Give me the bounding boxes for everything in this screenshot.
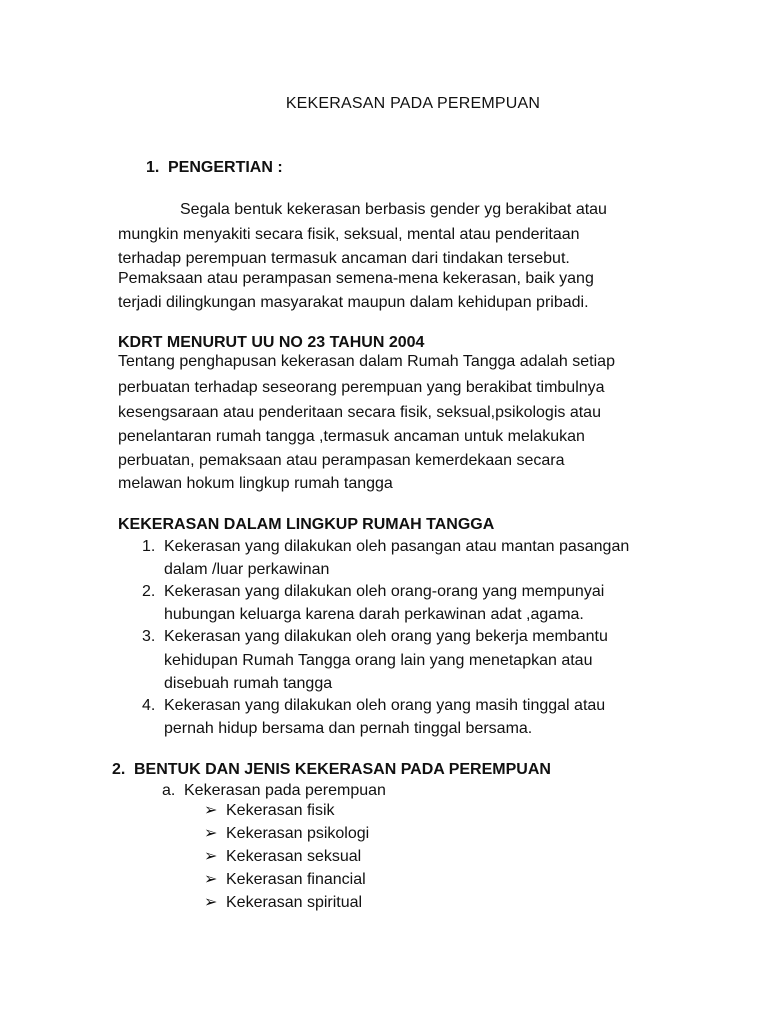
section2-heading <box>112 760 551 780</box>
list-item-number: 1. <box>142 538 156 555</box>
arrow-bullet-icon: ➢ <box>204 825 218 842</box>
section2-title: BENTUK DAN JENIS KEKERASAN PADA PEREMPUAN <box>134 761 551 778</box>
list-item <box>204 893 362 913</box>
list-item-text: Kekerasan yang dilakukan oleh orang yang bekerja membantu <box>164 628 608 645</box>
list-item-text: Kekerasan yang dilakukan oleh pasangan atau mantan pasangan <box>164 538 630 555</box>
bullet-text: Kekerasan fisik <box>226 802 335 819</box>
lingkup-heading: KEKERASAN DALAM LINGKUP RUMAH TANGGA <box>118 516 495 533</box>
list-item <box>142 627 608 647</box>
kdrt-line-6: melawan hokum lingkup rumah tangga <box>118 475 393 492</box>
arrow-bullet-icon: ➢ <box>204 802 218 819</box>
arrow-bullet-icon: ➢ <box>204 871 218 888</box>
pengertian-line-1: Segala bentuk kekerasan berbasis gender yg berakibat atau <box>180 201 607 218</box>
pengertian-line-3: terhadap perempuan termasuk ancaman dari tindakan tersebut. <box>118 250 570 267</box>
list-item-text: disebuah rumah tangga <box>164 675 333 692</box>
kdrt-line-1: Tentang penghapusan kekerasan dalam Rumah Tangga adalah setiap <box>118 353 615 370</box>
kdrt-heading: KDRT MENURUT UU NO 23 TAHUN 2004 <box>118 334 425 351</box>
pengertian-line-2: mungkin menyakiti secara fisik, seksual, mental atau penderitaan <box>118 226 580 243</box>
list-item-number: 3. <box>142 628 156 645</box>
list-item <box>142 582 604 602</box>
section2-number: 2. <box>112 761 126 778</box>
subsection-a-letter: a. <box>162 782 176 799</box>
section1-heading <box>146 158 283 178</box>
bullet-text: Kekerasan seksual <box>226 848 362 865</box>
list-item <box>204 870 366 890</box>
list-item-number: 4. <box>142 697 156 714</box>
list-item-text: Kekerasan yang dilakukan oleh orang-orang yang mempunyai <box>164 583 605 600</box>
kdrt-line-2: perbuatan terhadap seseorang perempuan yang berakibat timbulnya <box>118 379 605 396</box>
subsection-a-label: Kekerasan pada perempuan <box>184 782 386 799</box>
list-item <box>204 847 361 867</box>
arrow-bullet-icon: ➢ <box>204 894 218 911</box>
bullet-text: Kekerasan financial <box>226 871 366 888</box>
list-item-text: kehidupan Rumah Tangga orang lain yang menetapkan atau <box>164 652 593 669</box>
document-title: KEKERASAN PADA PEREMPUAN <box>285 95 541 112</box>
list-item <box>204 801 335 821</box>
list-item-number: 2. <box>142 583 156 600</box>
bullet-text: Kekerasan spiritual <box>226 894 363 911</box>
list-item <box>204 824 369 844</box>
list-item-text: dalam /luar perkawinan <box>164 561 330 578</box>
list-item <box>142 696 605 716</box>
arrow-bullet-icon: ➢ <box>204 848 218 865</box>
kdrt-line-4: penelantaran rumah tangga ,termasuk ancaman untuk melakukan <box>118 428 585 445</box>
bullet-text: Kekerasan psikologi <box>226 825 370 842</box>
kdrt-line-3: kesengsaraan atau penderitaan secara fisik, seksual,psikologis atau <box>118 404 601 421</box>
pengertian-line-5: terjadi dilingkungan masyarakat maupun dalam kehidupan pribadi. <box>118 294 589 311</box>
list-item <box>142 537 629 557</box>
section1-title: PENGERTIAN : <box>168 159 283 176</box>
pengertian-line-4: Pemaksaan atau perampasan semena-mena kekerasan, baik yang <box>118 270 594 287</box>
subsection-a <box>162 781 386 801</box>
section1-number: 1. <box>146 159 160 176</box>
list-item-text: hubungan keluarga karena darah perkawinan adat ,agama. <box>164 606 584 623</box>
list-item-text: pernah hidup bersama dan pernah tinggal bersama. <box>164 720 533 737</box>
kdrt-line-5: perbuatan, pemaksaan atau perampasan kemerdekaan secara <box>118 452 565 469</box>
list-item-text: Kekerasan yang dilakukan oleh orang yang masih tinggal atau <box>164 697 606 714</box>
